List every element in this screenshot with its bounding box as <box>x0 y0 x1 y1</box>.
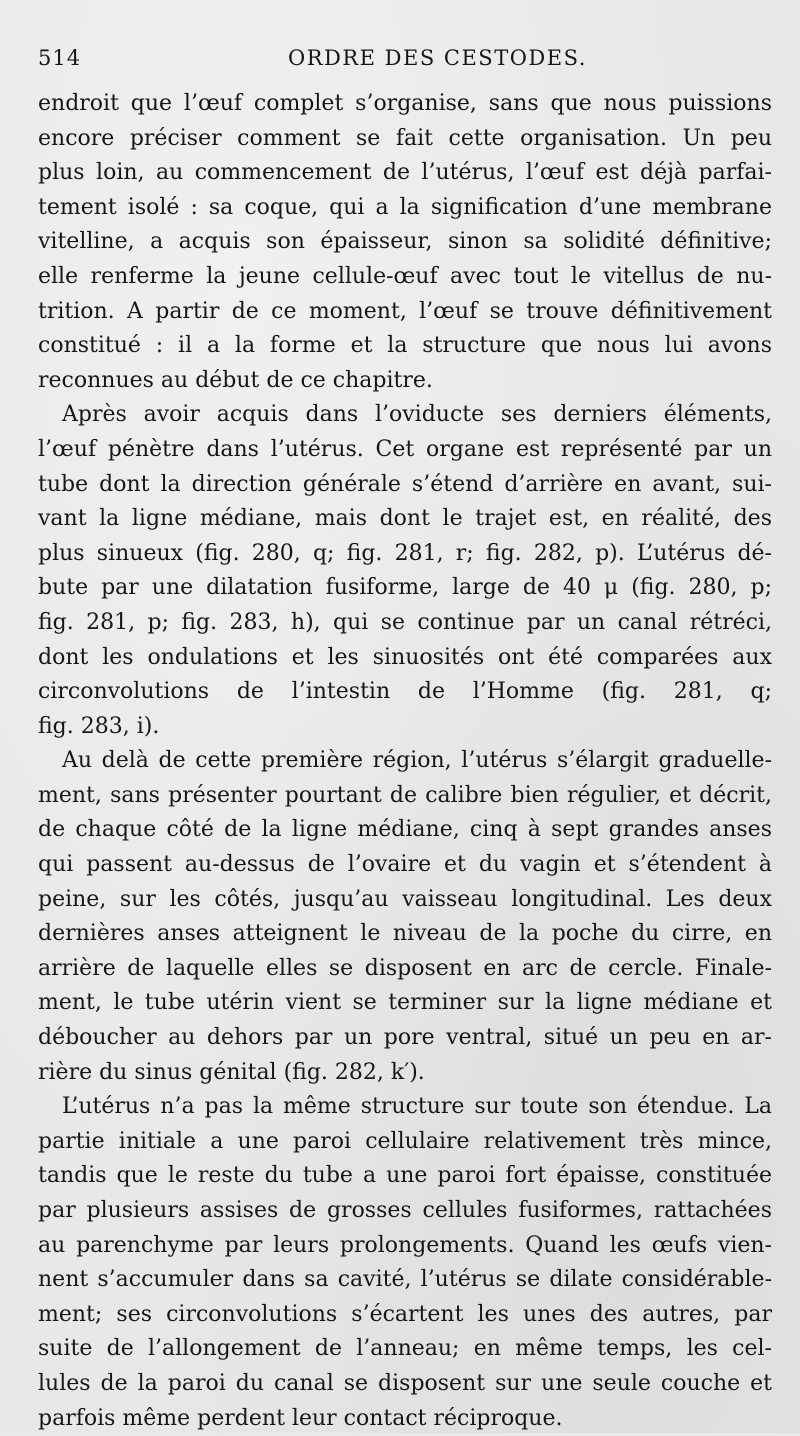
text-line: l’œuf pénètre dans l’utérus. Cet organe est représenté par un <box>38 436 772 462</box>
text-line: lules de la paroi du canal se disposent sur une seule couche et <box>38 1370 772 1396</box>
text-line: Après avoir acquis dans l’oviducte ses derniers éléments, <box>62 402 772 428</box>
page-number: 514 <box>38 46 82 70</box>
text-line: vant la ligne médiane, mais dont le trajet est, en réalité, des <box>38 506 772 532</box>
page-header <box>38 46 762 76</box>
text-line: constitué : il a la forme et la structure que nous lui avons <box>38 333 772 359</box>
text-line: suite de l’allongement de l’anneau; en même temps, les cel- <box>38 1336 772 1362</box>
text-line: plus loin, au commencement de l’utérus, l’œuf est déjà parfai- <box>38 160 772 186</box>
text-line: tandis que le reste du tube a une paroi fort épaisse, constituée <box>38 1163 772 1189</box>
text-line: L’utérus n’a pas la même structure sur toute son étendue. La <box>62 1094 772 1120</box>
text-line: fig. 281, p; fig. 283, h), qui se continue par un canal rétréci, <box>38 609 772 635</box>
text-line: ment; ses circonvolutions s’écartent les unes des autres, par <box>38 1301 772 1327</box>
text-line: fig. 283, i). <box>38 713 160 739</box>
text-line: peine, sur les côtés, jusqu’au vaisseau longitudinal. Les deux <box>38 886 772 912</box>
text-line: bute par une dilatation fusiforme, large de 40 μ (fig. 280, p; <box>38 575 772 601</box>
text-line: plus sinueux (fig. 280, q; fig. 281, r; fig. 282, p). L’utérus dé- <box>38 540 772 566</box>
running-title: ORDRE DES CESTODES. <box>288 46 587 70</box>
text-line: dernières anses atteignent le niveau de la poche du cirre, en <box>38 921 772 947</box>
text-line: trition. A partir de ce moment, l’œuf se trouve définitivement <box>38 298 772 324</box>
paragraph-4 <box>38 1090 772 1436</box>
text-line: reconnues au début de ce chapitre. <box>38 367 433 393</box>
text-line: rière du sinus génital (fig. 282, k′). <box>38 1059 425 1085</box>
paragraph-3 <box>38 744 772 1090</box>
text-line: par plusieurs assises de grosses cellules fusiformes, rattachées <box>38 1198 772 1223</box>
text-line: arrière de laquelle elles se disposent en arc de cercle. Finale- <box>38 955 772 981</box>
text-line: qui passent au-dessus de l’ovaire et du vagin et s’étendent à <box>38 852 772 878</box>
text-line: circonvolutions de l’intestin de l’Homme (fig. 281, q; <box>38 679 772 705</box>
body-text <box>38 87 772 1436</box>
text-line: encore préciser comment se fait cette organisation. Un peu <box>38 125 772 151</box>
paragraph-2 <box>38 398 772 744</box>
text-line: déboucher au dehors par un pore ventral, situé un peu en ar- <box>38 1025 772 1051</box>
text-line: tube dont la direction générale s’étend d’arrière en avant, sui- <box>38 471 772 497</box>
text-line: au parenchyme par leurs prolongements. Quand les œufs vien- <box>38 1232 772 1258</box>
text-line: partie initiale a une paroi cellulaire relativement très mince, <box>38 1128 772 1154</box>
text-line: dont les ondulations et les sinuosités ont été comparées aux <box>38 644 772 670</box>
text-line: elle renferme la jeune cellule-œuf avec tout le vitellus de nu- <box>38 263 772 289</box>
text-line: endroit que l’œuf complet s’organise, sans que nous puissions <box>38 91 772 116</box>
text-line: ment, sans présenter pourtant de calibre bien régulier, et décrit, <box>38 782 772 808</box>
text-line: Au delà de cette première région, l’utérus s’élargit graduelle- <box>62 748 772 774</box>
text-line: vitelline, a acquis son épaisseur, sinon sa solidité définitive; <box>38 229 772 255</box>
text-line: parfois même perdent leur contact réciproque. <box>38 1405 563 1431</box>
text-line: ment, le tube utérin vient se terminer sur la ligne médiane et <box>38 990 772 1016</box>
text-line: tement isolé : sa coque, qui a la signification d’une membrane <box>38 194 772 220</box>
text-line: nent s’accumuler dans sa cavité, l’utérus se dilate considérable- <box>38 1267 772 1293</box>
paragraph-1 <box>38 87 772 398</box>
text-line: de chaque côté de la ligne médiane, cinq à sept grandes anses <box>38 817 772 843</box>
